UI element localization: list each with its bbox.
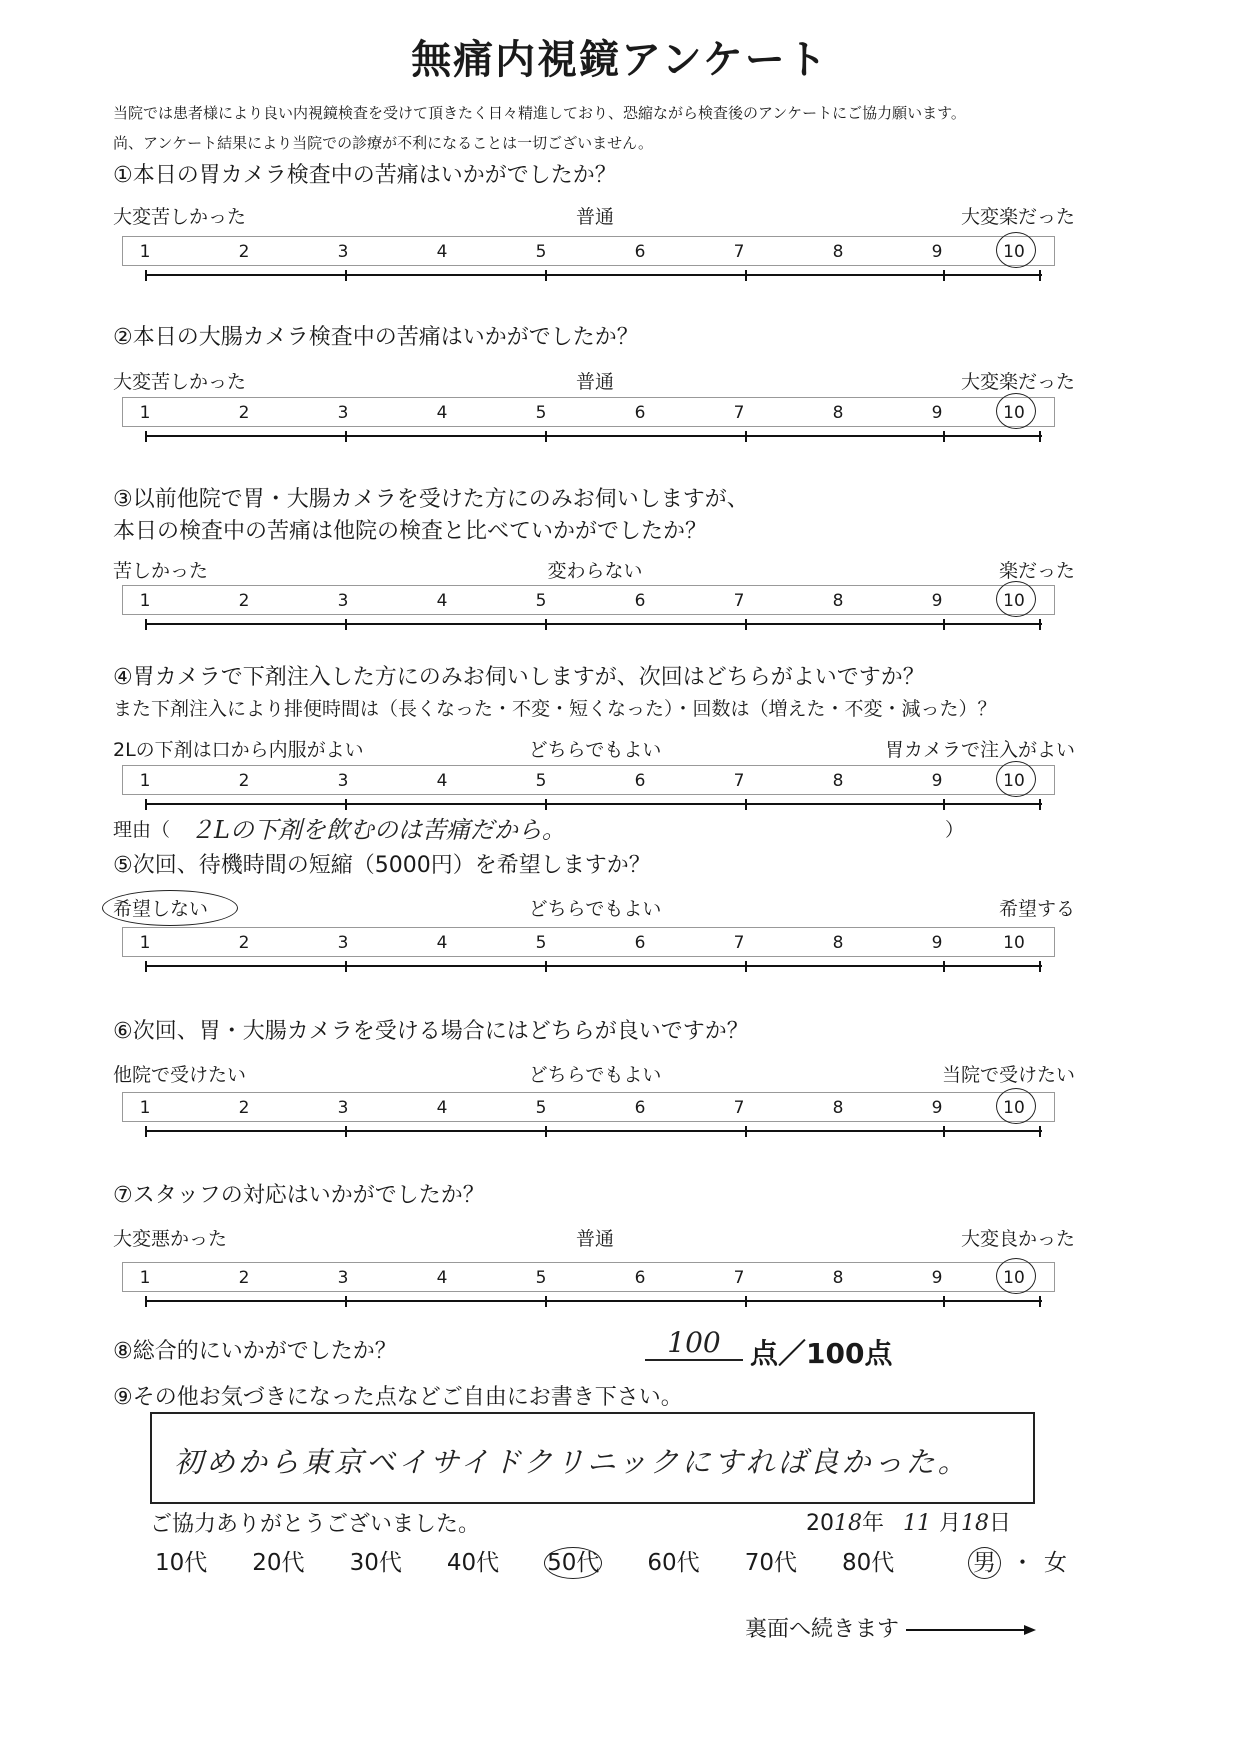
scale-mid-label: どちらでもよい <box>528 898 662 920</box>
scale-option-5[interactable]: 5 <box>535 403 547 423</box>
scale-tick <box>943 961 945 972</box>
scale-option-2[interactable]: 2 <box>238 1098 250 1118</box>
scale-tick <box>943 431 945 442</box>
scale-option-10[interactable]: 10 <box>1003 771 1025 791</box>
scale-right-label: 当院で受けたい <box>941 1064 1075 1086</box>
answer-circle <box>996 393 1036 429</box>
scale-option-9[interactable]: 9 <box>931 933 943 953</box>
scale-option-1[interactable]: 1 <box>139 1098 151 1118</box>
scale-option-10[interactable]: 10 <box>1003 1268 1025 1288</box>
scale-right-label: 胃カメラで注入がよい <box>884 739 1075 761</box>
scale-mid-label: 普通 <box>575 371 614 393</box>
scale-tick <box>345 1126 347 1137</box>
scale-tick <box>545 1126 547 1137</box>
scale-left-label: 大変苦しかった <box>113 206 247 228</box>
date <box>806 1506 1011 1537</box>
scale-tick <box>745 431 747 442</box>
scale-option-7[interactable]: 7 <box>733 242 745 262</box>
gender-female[interactable]: 女 <box>1044 1550 1067 1576</box>
scale-option-6[interactable]: 6 <box>634 1268 646 1288</box>
scale-option-2[interactable]: 2 <box>238 1268 250 1288</box>
q7-text: ⑦スタッフの対応はいかがでしたか？ <box>113 1183 485 1208</box>
scale-mid-label: 普通 <box>575 206 614 228</box>
q8-score[interactable]: 100 <box>645 1326 743 1361</box>
q6-text: ⑥次回、胃・大腸カメラを受ける場合にはどちらが良いですか？ <box>113 1019 749 1044</box>
q4-text-2: また下剤注入により排便時間は（長くなった・不変・短くなった）・回数は（増えた・不変・減った）？ <box>113 698 997 720</box>
scale-tick <box>1039 431 1041 442</box>
scale-option-6[interactable]: 6 <box>634 771 646 791</box>
scale-tick <box>345 961 347 972</box>
scale-option-2[interactable]: 2 <box>238 933 250 953</box>
scale-axis <box>146 623 1042 625</box>
scale-tick <box>943 1296 945 1307</box>
scale-option-3[interactable]: 3 <box>337 1098 349 1118</box>
gender-separator: ・ <box>1011 1550 1034 1576</box>
scale-left-label: 苦しかった <box>113 560 209 582</box>
scale-tick <box>145 1296 147 1307</box>
scale-left-label: 希望しない <box>113 898 209 920</box>
scale-tick <box>745 799 747 810</box>
scale-tick <box>943 1126 945 1137</box>
scale-option-7[interactable]: 7 <box>733 1098 745 1118</box>
scale-option-7[interactable]: 7 <box>733 771 745 791</box>
scale-option-3[interactable]: 3 <box>337 242 349 262</box>
scale-option-6[interactable]: 6 <box>634 242 646 262</box>
scale-right-label: 楽だった <box>998 560 1075 582</box>
scale-tick <box>545 431 547 442</box>
scale-mid-label: 変わらない <box>547 560 643 582</box>
scale-axis <box>146 435 1042 437</box>
scale-option-8[interactable]: 8 <box>832 591 844 611</box>
scale-option-10[interactable]: 10 <box>1003 403 1025 423</box>
scale-tick <box>145 270 147 281</box>
q5-text: ⑤次回、待機時間の短縮（5000円）を希望しますか？ <box>113 853 651 878</box>
scale-option-6[interactable]: 6 <box>634 591 646 611</box>
intro-line-2: 尚、アンケート結果により当院での診療が不利になることは一切ございません。 <box>113 134 654 152</box>
age-option[interactable]: 60代 <box>647 1550 700 1576</box>
scale-option-3[interactable]: 3 <box>337 771 349 791</box>
scale-option-1[interactable]: 1 <box>139 591 151 611</box>
scale-option-9[interactable]: 9 <box>931 1098 943 1118</box>
scale-tick <box>1039 1126 1041 1137</box>
scale-axis <box>146 1130 1042 1132</box>
scale-option-7[interactable]: 7 <box>733 591 745 611</box>
continue-note <box>745 1612 1036 1643</box>
scale-tick <box>545 961 547 972</box>
scale-option-1[interactable]: 1 <box>139 771 151 791</box>
scale-option-3[interactable]: 3 <box>337 591 349 611</box>
scale-tick <box>145 619 147 630</box>
scale-tick <box>145 1126 147 1137</box>
scale-option-8[interactable]: 8 <box>832 403 844 423</box>
scale-frame <box>122 397 1055 427</box>
scale-tick <box>943 799 945 810</box>
q8-suffix: 点／100点 <box>750 1337 893 1370</box>
scale-option-3[interactable]: 3 <box>337 403 349 423</box>
year-suffix: 年 <box>862 1511 885 1536</box>
scale-option-2[interactable]: 2 <box>238 242 250 262</box>
scale-option-6[interactable]: 6 <box>634 1098 646 1118</box>
reason-close: ） <box>945 819 965 841</box>
scale-frame <box>122 927 1055 957</box>
scale-option-4[interactable]: 4 <box>436 933 448 953</box>
scale-tick <box>345 619 347 630</box>
answer-circle <box>996 1258 1036 1294</box>
comment-box[interactable] <box>150 1412 1035 1504</box>
scale-option-4[interactable]: 4 <box>436 403 448 423</box>
scale-left-label: 2Lの下剤は口から内服がよい <box>113 739 364 761</box>
rating-scale[interactable] <box>122 927 1057 975</box>
scale-tick <box>1039 799 1041 810</box>
scale-option-4[interactable]: 4 <box>436 242 448 262</box>
scale-frame <box>122 765 1055 795</box>
answer-circle <box>996 232 1036 268</box>
scale-option-7[interactable]: 7 <box>733 933 745 953</box>
age-option[interactable]: 50代 <box>544 1547 602 1579</box>
scale-tick <box>745 961 747 972</box>
scale-tick <box>745 619 747 630</box>
gender-male[interactable]: 男 <box>968 1547 1001 1579</box>
scale-option-4[interactable]: 4 <box>436 771 448 791</box>
scale-option-5[interactable]: 5 <box>535 1098 547 1118</box>
age-option[interactable]: 20代 <box>252 1550 305 1576</box>
scale-tick <box>345 431 347 442</box>
scale-option-9[interactable]: 9 <box>931 771 943 791</box>
gender-options <box>968 1544 1067 1577</box>
q4-text: ④胃カメラで下剤注入した方にのみお伺いしますが、次回はどちらがよいですか？ <box>113 665 925 690</box>
q8-text: ⑧総合的にいかがでしたか？ <box>113 1339 397 1364</box>
scale-option-9[interactable]: 9 <box>931 591 943 611</box>
scale-tick <box>345 270 347 281</box>
scale-option-9[interactable]: 9 <box>931 403 943 423</box>
continue-text: 裏面へ続きます <box>745 1617 900 1642</box>
scale-axis <box>146 803 1042 805</box>
q9-text: ⑨その他お気づきになった点などご自由にお書き下さい。 <box>113 1385 683 1410</box>
age-option[interactable]: 10代 <box>155 1550 208 1576</box>
scale-tick <box>145 961 147 972</box>
scale-option-5[interactable]: 5 <box>535 771 547 791</box>
scale-left-label: 他院で受けたい <box>113 1064 247 1086</box>
scale-option-9[interactable]: 9 <box>931 242 943 262</box>
rating-scale[interactable] <box>122 1262 1057 1310</box>
scale-right-label: 大変良かった <box>960 1228 1075 1250</box>
scale-right-label: 大変楽だった <box>960 206 1075 228</box>
scale-axis <box>146 1300 1042 1302</box>
scale-frame <box>122 585 1055 615</box>
scale-tick <box>745 270 747 281</box>
day-suffix: 日 <box>989 1511 1012 1536</box>
scale-option-3[interactable]: 3 <box>337 933 349 953</box>
scale-option-1[interactable]: 1 <box>139 933 151 953</box>
scale-frame <box>122 1262 1055 1292</box>
answer-circle <box>996 1088 1036 1124</box>
scale-tick <box>545 799 547 810</box>
scale-option-4[interactable]: 4 <box>436 591 448 611</box>
scale-tick <box>345 799 347 810</box>
scale-option-5[interactable]: 5 <box>535 933 547 953</box>
scale-option-10[interactable]: 10 <box>1003 933 1025 953</box>
scale-option-1[interactable]: 1 <box>139 403 151 423</box>
scale-option-3[interactable]: 3 <box>337 1268 349 1288</box>
scale-tick <box>545 1296 547 1307</box>
year-value[interactable]: 18 <box>834 1511 862 1536</box>
scale-tick <box>1039 619 1041 630</box>
age-options <box>155 1544 939 1577</box>
scale-axis <box>146 965 1042 967</box>
scale-right-label: 大変楽だった <box>960 371 1075 393</box>
scale-option-10[interactable]: 10 <box>1003 1098 1025 1118</box>
scale-tick <box>745 1296 747 1307</box>
scale-option-5[interactable]: 5 <box>535 1268 547 1288</box>
scale-option-8[interactable]: 8 <box>832 1268 844 1288</box>
q3-text-2: 本日の検査中の苦痛は他院の検査と比べていかがでしたか？ <box>113 519 708 544</box>
scale-option-5[interactable]: 5 <box>535 591 547 611</box>
scale-tick <box>745 1126 747 1137</box>
scale-left-label: 大変悪かった <box>113 1228 228 1250</box>
age-option[interactable]: 80代 <box>841 1550 895 1576</box>
rating-scale[interactable] <box>122 585 1057 633</box>
scale-option-10[interactable]: 10 <box>1003 242 1025 262</box>
age-option[interactable]: 70代 <box>744 1550 797 1576</box>
scale-option-2[interactable]: 2 <box>238 403 250 423</box>
scale-option-7[interactable]: 7 <box>733 403 745 423</box>
scale-option-6[interactable]: 6 <box>634 403 646 423</box>
rating-scale[interactable] <box>122 236 1057 284</box>
rating-scale[interactable] <box>122 765 1057 813</box>
scale-option-1[interactable]: 1 <box>139 1268 151 1288</box>
scale-mid-label: 普通 <box>575 1228 614 1250</box>
scale-option-8[interactable]: 8 <box>832 1098 844 1118</box>
reason-text[interactable]: ２Lの下剤を飲むのは苦痛だから。 <box>190 816 566 844</box>
answer-circle <box>996 581 1036 617</box>
year-prefix: 20 <box>806 1511 834 1536</box>
scale-option-2[interactable]: 2 <box>238 591 250 611</box>
intro-line-1: 当院では患者様により良い内視鏡検査を受けて頂きたく日々精進しており、恐縮ながら検査後のアンケートにご協力願います。 <box>113 104 966 122</box>
day-value[interactable]: 18 <box>961 1511 990 1536</box>
scale-tick <box>1039 1296 1041 1307</box>
scale-option-8[interactable]: 8 <box>832 771 844 791</box>
comment-text: 初めから東京ベイサイドクリニックにすれば良かった。 <box>174 1445 970 1479</box>
scale-tick <box>145 799 147 810</box>
scale-tick <box>545 619 547 630</box>
q3-text: ③以前他院で胃・大腸カメラを受けた方にのみお伺いしますが、 <box>113 487 749 512</box>
rating-scale[interactable] <box>122 397 1057 445</box>
answer-circle <box>996 761 1036 797</box>
scale-right-label: 希望する <box>998 898 1075 920</box>
scale-option-1[interactable]: 1 <box>139 242 151 262</box>
page-title: 無痛内視鏡アンケート <box>411 37 829 83</box>
scale-option-8[interactable]: 8 <box>832 242 844 262</box>
scale-tick <box>1039 270 1041 281</box>
scale-left-label: 大変苦しかった <box>113 371 247 393</box>
scale-option-4[interactable]: 4 <box>436 1268 448 1288</box>
scale-option-8[interactable]: 8 <box>832 933 844 953</box>
scale-tick <box>145 431 147 442</box>
scale-option-5[interactable]: 5 <box>535 242 547 262</box>
arrow-right-icon <box>906 1623 1036 1637</box>
month-suffix: 月 <box>939 1511 962 1536</box>
scale-tick <box>943 270 945 281</box>
scale-mid-label: どちらでもよい <box>528 1064 662 1086</box>
scale-tick <box>345 1296 347 1307</box>
scale-frame <box>122 1092 1055 1122</box>
scale-tick <box>545 270 547 281</box>
scale-frame <box>122 236 1055 266</box>
reason-label: 理由（ <box>113 819 171 841</box>
scale-axis <box>146 274 1042 276</box>
month-value[interactable]: 11 <box>903 1511 932 1536</box>
scale-option-10[interactable]: 10 <box>1003 591 1025 611</box>
scale-option-9[interactable]: 9 <box>931 1268 943 1288</box>
scale-option-2[interactable]: 2 <box>238 771 250 791</box>
scale-mid-label: どちらでもよい <box>528 739 662 761</box>
age-option[interactable]: 40代 <box>446 1550 500 1576</box>
thanks-text: ご協力ありがとうございました。 <box>150 1512 481 1537</box>
scale-tick <box>1039 961 1041 972</box>
scale-option-4[interactable]: 4 <box>436 1098 448 1118</box>
scale-tick <box>943 619 945 630</box>
scale-option-7[interactable]: 7 <box>733 1268 745 1288</box>
rating-scale[interactable] <box>122 1092 1057 1140</box>
answer-circle-left-label <box>102 890 238 926</box>
q1-text: ①本日の胃カメラ検査中の苦痛はいかがでしたか？ <box>113 163 617 188</box>
q2-text: ②本日の大腸カメラ検査中の苦痛はいかがでしたか？ <box>113 325 639 350</box>
age-option[interactable]: 30代 <box>349 1550 402 1576</box>
scale-option-6[interactable]: 6 <box>634 933 646 953</box>
